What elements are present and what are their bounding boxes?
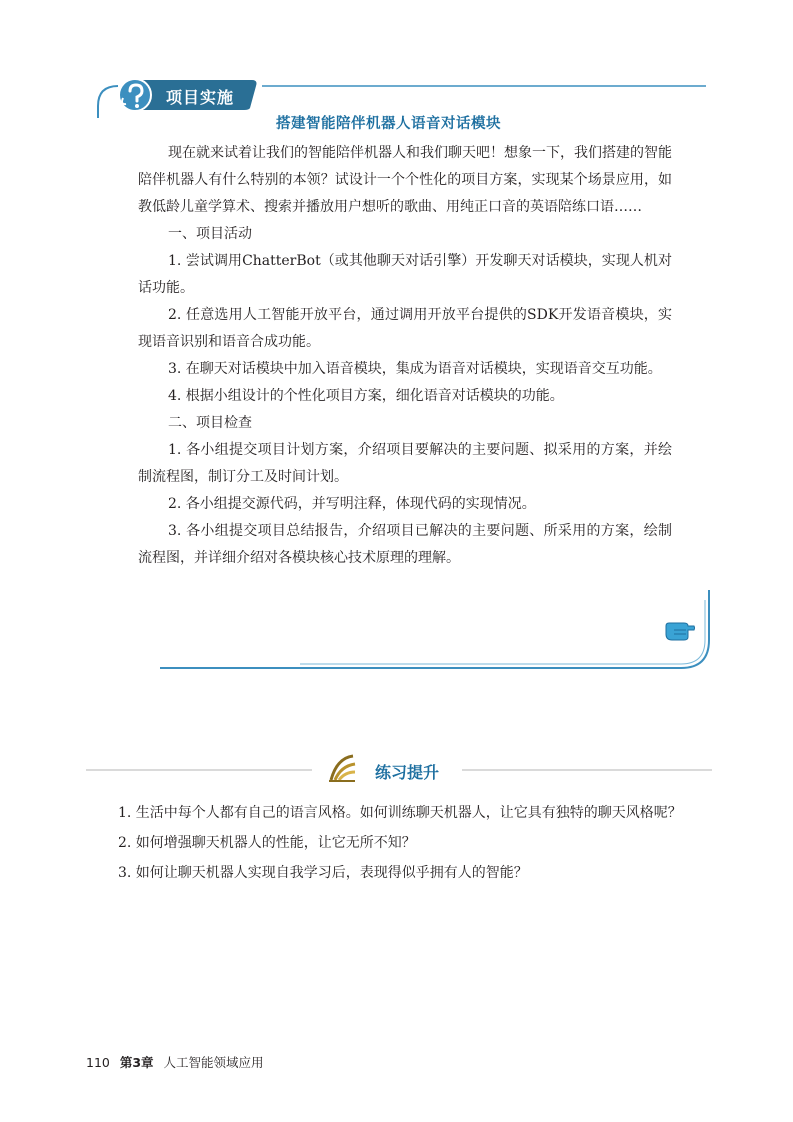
check-item: 1. 各小组提交项目计划方案，介绍项目要解决的主要问题、拟采用的方案，并绘制流程图，制订分工及时间计划。 (138, 442, 672, 485)
question-icon (120, 80, 152, 112)
practice-question: 1. 生活中每个人都有自己的语言风格。如何训练聊天机器人，让它具有独特的聊天风格呢？ (118, 805, 682, 821)
check-heading: 二、项目检查 (168, 415, 252, 431)
check-item: 3. 各小组提交项目总结报告，介绍项目已解决的主要问题、所采用的方案，绘制流程图，并详细介绍对各模块核心技术原理的理解。 (138, 523, 672, 566)
practice-title: 练习提升 (375, 763, 440, 782)
activity-item: 1. 尝试调用ChatterBot（或其他聊天对话引擎）开发聊天对话模块，实现人机对话功能。 (138, 253, 672, 296)
project-body (138, 140, 672, 572)
activity-item: 3. 在聊天对话模块中加入语音模块，集成为语音对话模块，实现语音交互功能。 (168, 361, 662, 377)
activity-item: 2. 任意选用人工智能开放平台，通过调用开放平台提供的SDK开发语音模块，实现语音识别和语音合成功能。 (138, 307, 672, 350)
practice-question: 2. 如何增强聊天机器人的性能，让它无所不知？ (118, 835, 416, 851)
chapter-title: 人工智能领域应用 (163, 1055, 264, 1070)
practice-icon (327, 754, 357, 782)
activities-heading: 一、项目活动 (168, 226, 252, 242)
project-title: 搭建智能陪伴机器人语音对话模块 (276, 116, 501, 132)
activity-item: 4. 根据小组设计的个性化项目方案，细化语音对话模块的功能。 (168, 388, 564, 404)
pointing-hand-icon (664, 620, 696, 642)
practice-questions (88, 798, 712, 888)
practice-question: 3. 如何让聊天机器人实现自我学习后，表现得似乎拥有人的智能？ (118, 865, 528, 881)
page-number: 110 (86, 1055, 110, 1070)
check-item: 2. 各小组提交源代码，并写明注释，体现代码的实现情况。 (168, 496, 536, 512)
section-badge-label: 项目实施 (166, 88, 235, 107)
page-footer (86, 1053, 270, 1071)
intro-paragraph: 现在就来试着让我们的智能陪伴机器人和我们聊天吧！想象一下，我们搭建的智能陪伴机器人有什么特别的本领？试设计一个个性化的项目方案，实现某个场景应用，如教低龄儿童学算术、搜索并播放用户想听的歌曲、用纯正口音的英语陪练口语…… (138, 145, 672, 215)
chapter-label: 第3章 (119, 1055, 154, 1070)
